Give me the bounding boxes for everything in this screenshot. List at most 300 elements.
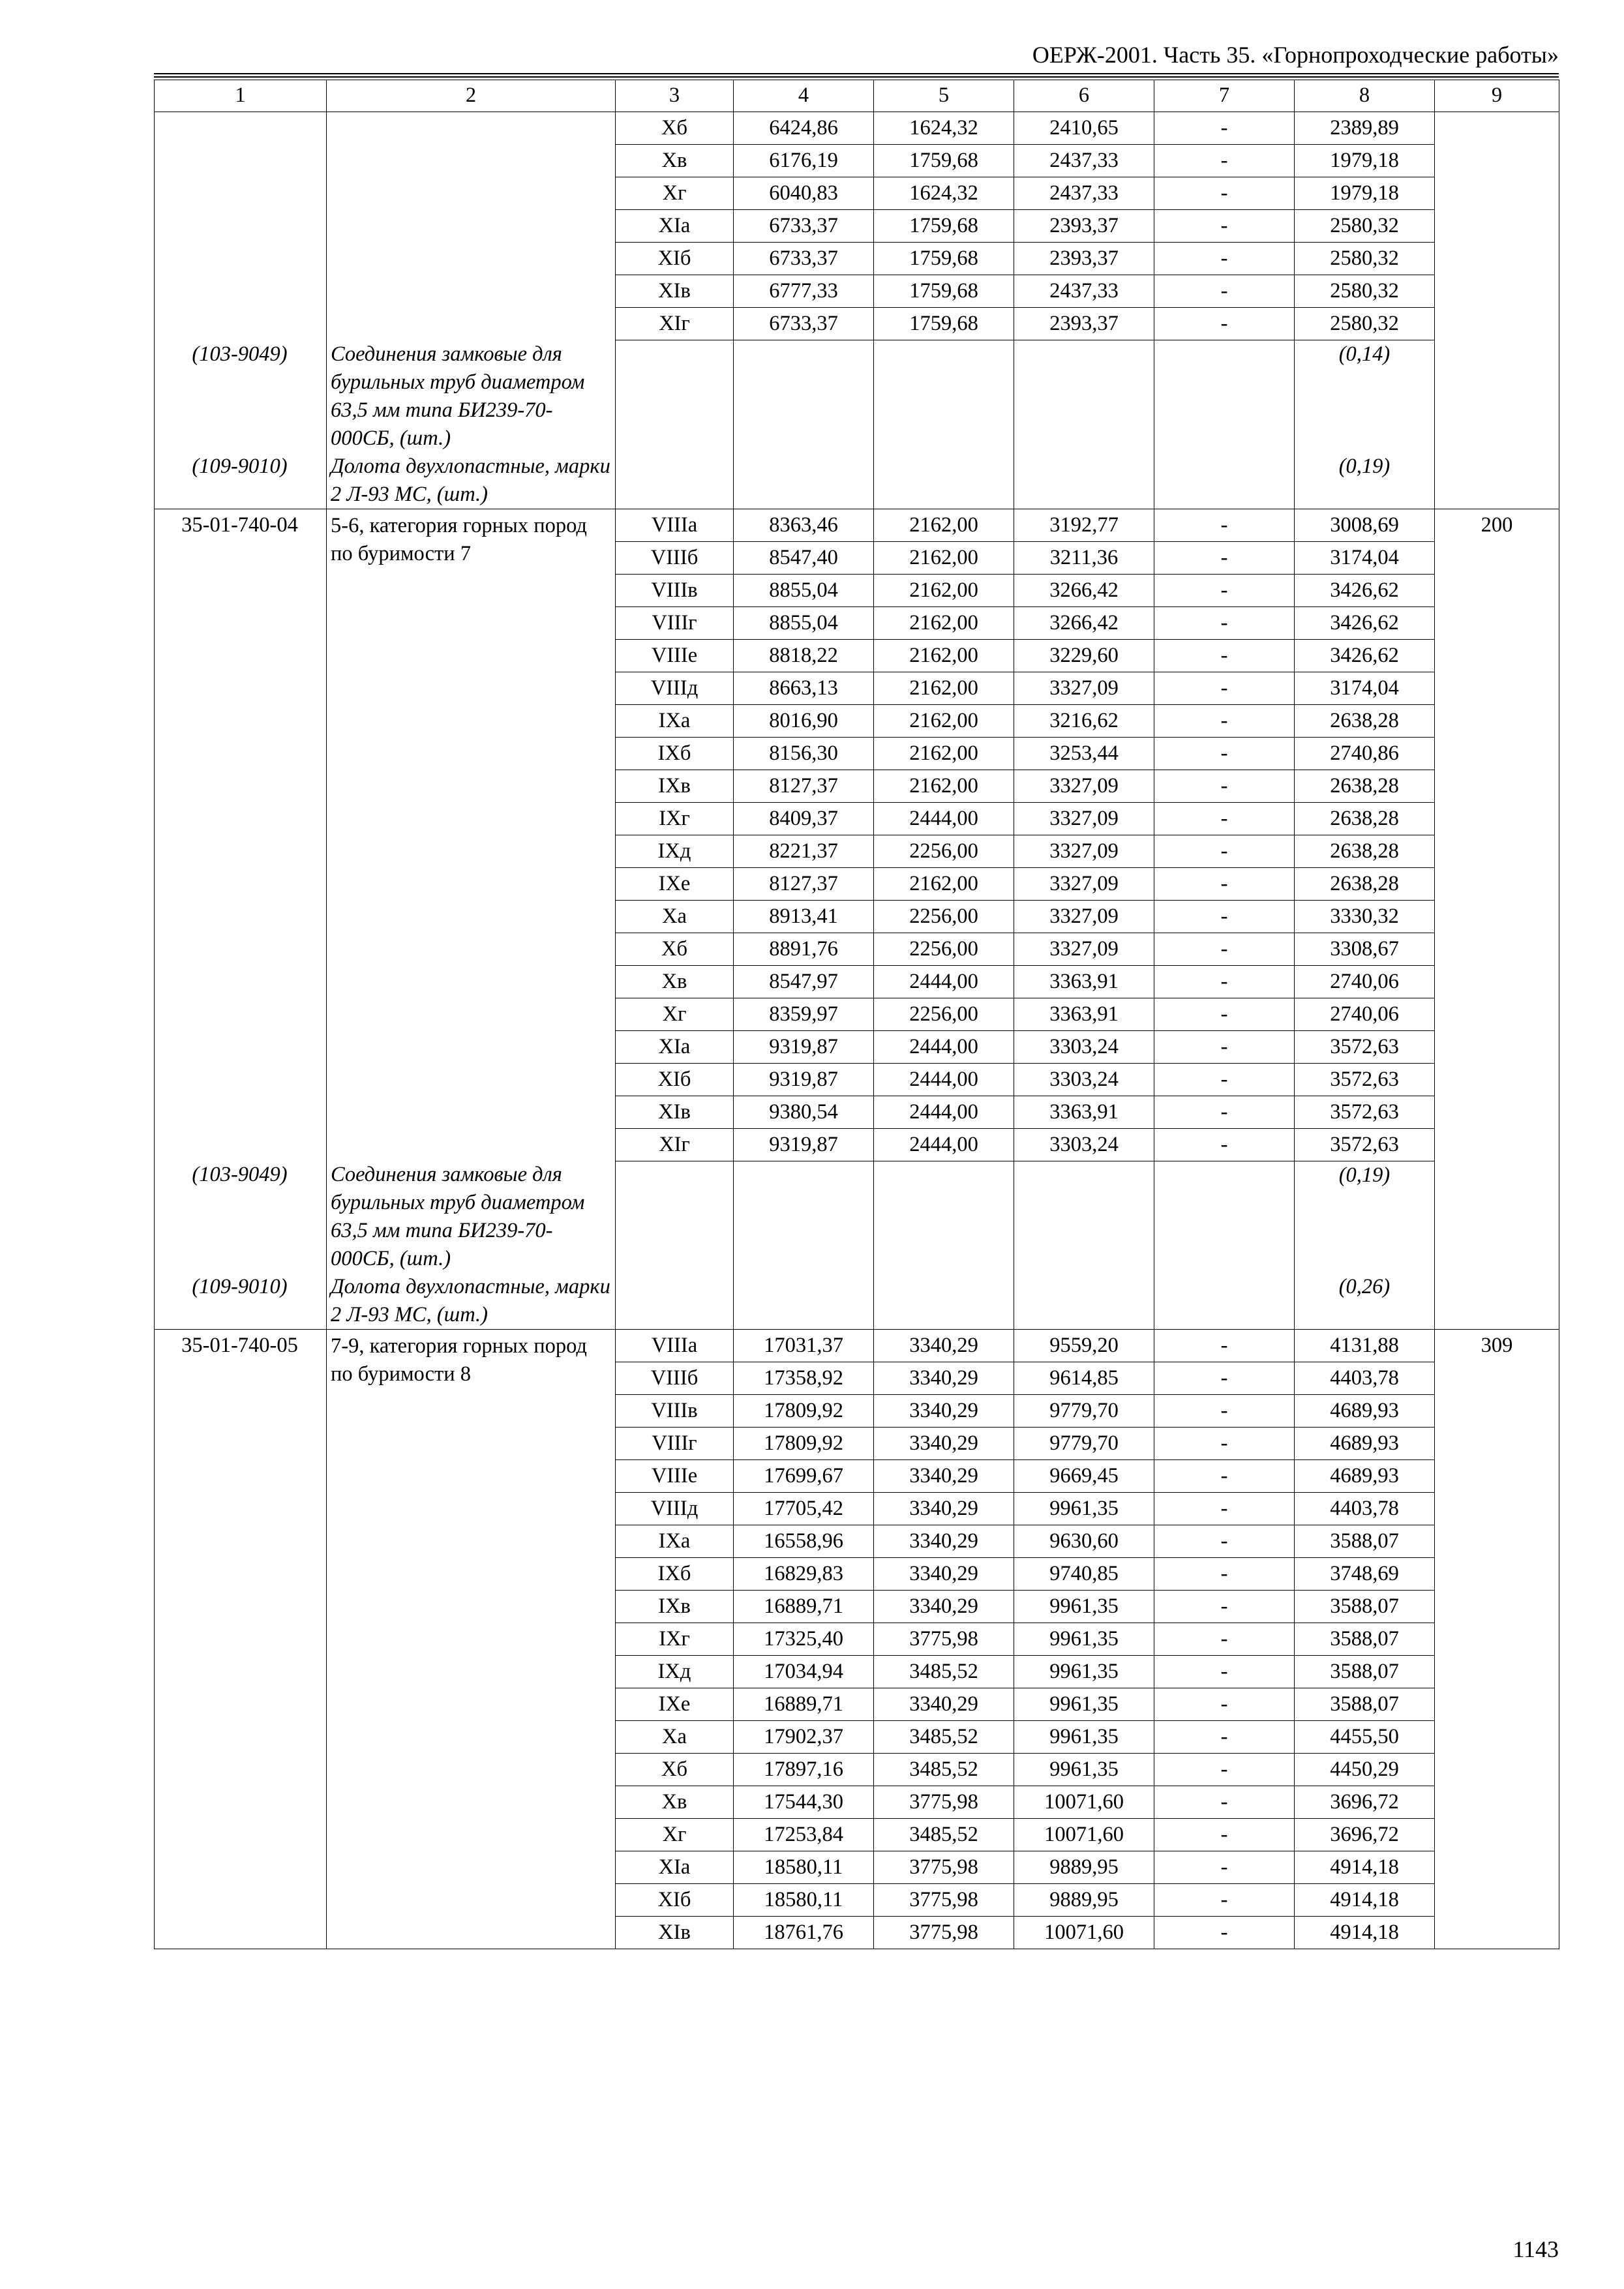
value-cell: 9961,35 [1014,1623,1154,1656]
value-cell: 8156,30 [734,737,874,770]
value-cell: 10071,60 [1014,1917,1154,1949]
value-cell: 1624,32 [874,112,1014,145]
value-cell: 17902,37 [734,1721,874,1754]
region-cell: ХIв [616,1917,734,1949]
region-cell: IХа [616,704,734,737]
work-name-cell [327,509,616,565]
table-row [155,1591,1559,1623]
col9-cell [1435,1754,1559,1786]
table-row [155,177,1559,210]
table-row [155,835,1559,867]
value-cell: 3253,44 [1014,737,1154,770]
empty-cell [734,1161,874,1273]
value-cell: 3363,91 [1014,998,1154,1030]
value-cell: 2444,00 [874,1128,1014,1161]
value-cell: 2393,37 [1014,308,1154,340]
table-row [155,243,1559,275]
work-name-cell [327,1493,616,1525]
value-cell: 2580,32 [1295,210,1435,243]
col9-cell [1435,770,1559,802]
column-number-row [155,80,1559,112]
empty-cell [616,340,734,453]
region-cell: ХIб [616,1884,734,1917]
work-name-cell [327,770,616,802]
value-cell: 2444,00 [874,1030,1014,1063]
value-cell: 3192,77 [1014,509,1154,541]
work-name-cell [327,145,616,177]
value-cell: - [1154,1656,1295,1688]
value-cell: 3327,09 [1014,867,1154,900]
value-cell: - [1154,770,1295,802]
value-cell: 4450,29 [1295,1754,1435,1786]
value-cell: 17358,92 [734,1362,874,1395]
value-cell: 10071,60 [1014,1786,1154,1819]
value-cell: 8127,37 [734,770,874,802]
value-cell: 3340,29 [874,1395,1014,1428]
value-cell: 9614,85 [1014,1362,1154,1395]
col9-cell [1435,1558,1559,1591]
work-name-cell [327,1851,616,1884]
work-name-cell [327,1591,616,1623]
value-cell: 2638,28 [1295,802,1435,835]
value-cell: 4914,18 [1295,1917,1435,1949]
value-cell: 1759,68 [874,210,1014,243]
value-cell: 1624,32 [874,177,1014,210]
table-header [155,80,1559,112]
table-row [155,1656,1559,1688]
value-cell: 3340,29 [874,1525,1014,1558]
col9-cell [1435,574,1559,606]
table-row [155,308,1559,340]
empty-cell [734,453,874,509]
value-cell: - [1154,1395,1295,1428]
value-cell: 3485,52 [874,1754,1014,1786]
rate-code-cell [155,737,327,770]
value-cell: 8363,46 [734,509,874,541]
value-cell: 16558,96 [734,1525,874,1558]
value-cell: 2444,00 [874,802,1014,835]
table-row [155,867,1559,900]
value-cell: 3327,09 [1014,933,1154,965]
col9-cell [1435,933,1559,965]
region-cell: IХа [616,1525,734,1558]
region-cell: VIIIа [616,509,734,541]
value-cell: 17544,30 [734,1786,874,1819]
resource-quantity-cell: (0,26) [1295,1273,1435,1330]
value-cell: 6777,33 [734,275,874,308]
col9-cell [1435,1460,1559,1493]
value-cell: - [1154,1493,1295,1525]
table-row [155,1558,1559,1591]
column-number-3: 3 [616,80,734,112]
value-cell: 9889,95 [1014,1884,1154,1917]
empty-cell [874,453,1014,509]
value-cell: 8855,04 [734,574,874,606]
rate-code-cell [155,639,327,672]
value-cell: 3229,60 [1014,639,1154,672]
col9-cell [1435,1786,1559,1819]
region-cell: Хг [616,998,734,1030]
region-cell: Хг [616,177,734,210]
table-row [155,1525,1559,1558]
rate-code-cell [155,1591,327,1623]
col9-cell [1435,177,1559,210]
value-cell: - [1154,639,1295,672]
value-cell: 9961,35 [1014,1656,1154,1688]
value-cell: - [1154,606,1295,639]
col9-cell [1435,1884,1559,1917]
value-cell: 8913,41 [734,900,874,933]
table-row [155,1688,1559,1721]
col9-cell [1435,340,1559,453]
column-number-1: 1 [155,80,327,112]
col9-cell [1435,900,1559,933]
rate-code-cell: 35-01-740-05 [155,1330,327,1362]
value-cell: 3588,07 [1295,1656,1435,1688]
value-cell: 2162,00 [874,672,1014,704]
col9-cell [1435,1362,1559,1395]
value-cell: 4689,93 [1295,1428,1435,1460]
value-cell: 3327,09 [1014,802,1154,835]
col9-cell [1435,1096,1559,1128]
rate-code-cell [155,1688,327,1721]
table-row [155,1851,1559,1884]
col9-cell [1435,1128,1559,1161]
rate-code-cell [155,867,327,900]
rate-code-cell [155,900,327,933]
table-row [155,275,1559,308]
value-cell: 8891,76 [734,933,874,965]
resource-name-cell: Соединения замковые для бурильных труб диаметром 63,5 мм типа БИ239-70-000СБ, (шт.) [327,340,616,453]
value-cell: 2444,00 [874,1063,1014,1096]
rate-code-cell [155,1096,327,1128]
value-cell: 2437,33 [1014,145,1154,177]
resource-code-cell: (109-9010) [155,453,327,509]
region-cell: Хб [616,1754,734,1786]
col9-cell [1435,998,1559,1030]
rate-code-cell [155,1362,327,1395]
col9-cell [1435,1428,1559,1460]
col9-cell [1435,1525,1559,1558]
value-cell: 16829,83 [734,1558,874,1591]
value-cell: 3340,29 [874,1493,1014,1525]
table-row [155,1917,1559,1949]
value-cell: 2437,33 [1014,177,1154,210]
col9-cell [1435,275,1559,308]
value-cell: 3485,52 [874,1656,1014,1688]
rate-code-cell [155,672,327,704]
column-number-5: 5 [874,80,1014,112]
value-cell: 9740,85 [1014,1558,1154,1591]
rate-code-cell [155,1754,327,1786]
work-name-cell [327,1656,616,1688]
value-cell: - [1154,145,1295,177]
rate-code-cell [155,770,327,802]
region-cell: VIIIг [616,1428,734,1460]
value-cell: 6176,19 [734,145,874,177]
value-cell: - [1154,998,1295,1030]
region-cell: VIIIе [616,1460,734,1493]
col9-cell [1435,1623,1559,1656]
resource-name-cell: Соединения замковые для бурильных труб диаметром 63,5 мм типа БИ239-70-000СБ, (шт.) [327,1161,616,1273]
value-cell: 3340,29 [874,1688,1014,1721]
work-name-cell [327,1128,616,1161]
value-cell: 3340,29 [874,1362,1014,1395]
rate-code-cell [155,1623,327,1656]
value-cell: 2393,37 [1014,210,1154,243]
col9-cell: 200 [1435,509,1559,541]
value-cell: 2162,00 [874,541,1014,574]
col9-cell [1435,1591,1559,1623]
value-cell: 9319,87 [734,1030,874,1063]
table-row [155,802,1559,835]
value-cell: 9961,35 [1014,1721,1154,1754]
work-name-cell [327,1688,616,1721]
value-cell: 2256,00 [874,998,1014,1030]
col9-cell [1435,210,1559,243]
region-cell: ХIв [616,275,734,308]
region-cell: IХб [616,1558,734,1591]
region-cell: IХв [616,1591,734,1623]
table-row [155,1623,1559,1656]
value-cell: 9889,95 [1014,1851,1154,1884]
col9-cell [1435,1063,1559,1096]
value-cell: - [1154,1721,1295,1754]
work-name-cell [327,1096,616,1128]
value-cell: 9319,87 [734,1128,874,1161]
work-name-cell [327,1395,616,1428]
resource-quantity-cell: (0,19) [1295,1161,1435,1273]
col9-cell [1435,867,1559,900]
value-cell: 3426,62 [1295,606,1435,639]
value-cell: 17325,40 [734,1623,874,1656]
region-cell: ХIв [616,1096,734,1128]
rate-code-cell [155,275,327,308]
col9-cell [1435,1030,1559,1063]
rate-code-cell [155,704,327,737]
table-row [155,1460,1559,1493]
value-cell: 3485,52 [874,1819,1014,1851]
value-cell: - [1154,275,1295,308]
rate-code-cell [155,112,327,145]
rate-code-cell [155,1395,327,1428]
rate-code-cell [155,802,327,835]
region-cell: IХб [616,737,734,770]
table-row [155,933,1559,965]
empty-cell [1154,1273,1295,1330]
work-name-cell [327,1030,616,1063]
resource-code-cell: (103-9049) [155,1161,327,1273]
value-cell: 8547,97 [734,965,874,998]
empty-cell [734,340,874,453]
work-name-cell [327,243,616,275]
region-cell: VIIIв [616,1395,734,1428]
value-cell: - [1154,1851,1295,1884]
region-cell: IХг [616,802,734,835]
region-cell: ХIа [616,210,734,243]
value-cell: 2162,00 [874,867,1014,900]
value-cell: 1979,18 [1295,177,1435,210]
empty-cell [1014,1273,1154,1330]
work-name-cell [327,639,616,672]
value-cell: 3426,62 [1295,639,1435,672]
value-cell: 9380,54 [734,1096,874,1128]
work-name-cell [327,672,616,704]
value-cell: 16889,71 [734,1591,874,1623]
value-cell: 6733,37 [734,308,874,340]
region-cell: Хб [616,112,734,145]
rate-code-cell [155,243,327,275]
region-cell: Ха [616,1721,734,1754]
value-cell: - [1154,867,1295,900]
work-name-cell [327,210,616,243]
table-body [155,112,1559,1949]
value-cell: 4131,88 [1295,1330,1435,1362]
value-cell: 3775,98 [874,1851,1014,1884]
region-cell: Хг [616,1819,734,1851]
rate-code-cell [155,210,327,243]
rate-code-cell [155,1460,327,1493]
empty-cell [1154,340,1295,453]
value-cell: 9779,70 [1014,1395,1154,1428]
value-cell: 17705,42 [734,1493,874,1525]
value-cell: 17897,16 [734,1754,874,1786]
table-row [155,1330,1559,1362]
value-cell: 3775,98 [874,1884,1014,1917]
rate-code-cell: 35-01-740-04 [155,509,327,541]
region-cell: VIIIе [616,639,734,672]
table-row [155,1721,1559,1754]
work-name-cell [327,965,616,998]
value-cell: 3308,67 [1295,933,1435,965]
region-cell: VIIIд [616,672,734,704]
work-name-cell [327,1558,616,1591]
work-name-cell [327,1819,616,1851]
value-cell: 8359,97 [734,998,874,1030]
rate-code-cell [155,1428,327,1460]
resource-note-row [155,453,1559,509]
work-name-cell [327,1063,616,1096]
value-cell: 2162,00 [874,770,1014,802]
region-cell: VIIIд [616,1493,734,1525]
col9-cell [1435,145,1559,177]
work-name-cell [327,1460,616,1493]
value-cell: 2740,06 [1295,965,1435,998]
region-cell: VIIIв [616,574,734,606]
region-cell: IХг [616,1623,734,1656]
empty-cell [874,1273,1014,1330]
col9-cell [1435,704,1559,737]
table-row [155,112,1559,145]
value-cell: 2580,32 [1295,243,1435,275]
col9-cell [1435,835,1559,867]
table-row [155,900,1559,933]
value-cell: 2162,00 [874,704,1014,737]
region-cell: Хв [616,965,734,998]
value-cell: 3775,98 [874,1917,1014,1949]
resource-quantity-cell: (0,19) [1295,453,1435,509]
value-cell: 3303,24 [1014,1128,1154,1161]
rate-code-cell [155,835,327,867]
value-cell: 3363,91 [1014,1096,1154,1128]
value-cell: 3588,07 [1295,1623,1435,1656]
header-title: ОЕРЖ-2001. Часть 35. «Горнопроходческие работы» [1032,42,1559,68]
rate-code-cell [155,933,327,965]
resource-name-cell: Долота двухлопастные, марки 2 Л-93 МС, (шт.) [327,453,616,509]
region-cell: VIIIг [616,606,734,639]
work-name-cell [327,1623,616,1656]
value-cell: 1759,68 [874,243,1014,275]
value-cell: - [1154,177,1295,210]
value-cell: 2256,00 [874,933,1014,965]
table-row [155,1786,1559,1819]
value-cell: 18761,76 [734,1917,874,1949]
value-cell: 2162,00 [874,639,1014,672]
value-cell: 3327,09 [1014,770,1154,802]
value-cell: 4455,50 [1295,1721,1435,1754]
value-cell: 3588,07 [1295,1688,1435,1721]
col9-cell [1435,606,1559,639]
value-cell: 2740,06 [1295,998,1435,1030]
value-cell: 6733,37 [734,243,874,275]
rate-code-cell [155,1884,327,1917]
value-cell: - [1154,210,1295,243]
resource-name-cell: Долота двухлопастные, марки 2 Л-93 МС, (шт.) [327,1273,616,1330]
work-name-cell [327,606,616,639]
value-cell: 4403,78 [1295,1362,1435,1395]
region-cell: ХIг [616,1128,734,1161]
table-row [155,672,1559,704]
col9-cell [1435,1917,1559,1949]
value-cell: 3008,69 [1295,509,1435,541]
resource-quantity-cell: (0,14) [1295,340,1435,453]
value-cell: 2638,28 [1295,867,1435,900]
rate-code-cell [155,1128,327,1161]
empty-cell [1014,340,1154,453]
value-cell: 3266,42 [1014,606,1154,639]
work-name-cell [327,177,616,210]
value-cell: 3327,09 [1014,835,1154,867]
rate-code-cell [155,1558,327,1591]
table-row [155,1884,1559,1917]
value-cell: 9961,35 [1014,1688,1154,1721]
value-cell: 10071,60 [1014,1819,1154,1851]
col9-cell [1435,1395,1559,1428]
table-row [155,1395,1559,1428]
column-number-9: 9 [1435,80,1559,112]
rate-code-cell [155,606,327,639]
value-cell: - [1154,308,1295,340]
table-row [155,1096,1559,1128]
value-cell: 8127,37 [734,867,874,900]
value-cell: 3327,09 [1014,900,1154,933]
page-header [154,38,1559,74]
rate-code-cell [155,574,327,606]
region-cell: ХIа [616,1030,734,1063]
region-cell: ХIг [616,308,734,340]
resource-code-cell: (109-9010) [155,1273,327,1330]
rate-code-cell [155,1917,327,1949]
value-cell: - [1154,1591,1295,1623]
value-cell: 2393,37 [1014,243,1154,275]
value-cell: 8221,37 [734,835,874,867]
table-row [155,574,1559,606]
value-cell: 3174,04 [1295,672,1435,704]
table-row [155,1428,1559,1460]
value-cell: - [1154,672,1295,704]
value-cell: 3266,42 [1014,574,1154,606]
rate-code-cell [155,1525,327,1558]
